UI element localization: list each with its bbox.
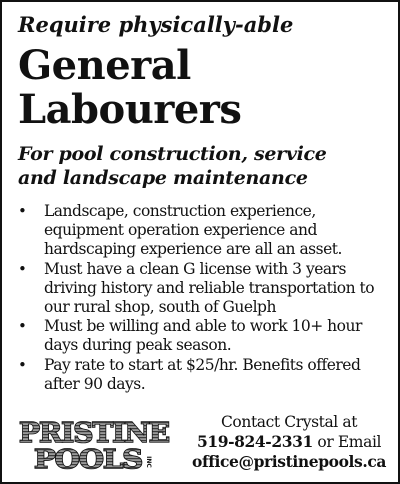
bullet-icon: •: [18, 259, 27, 278]
bullet-icon: •: [18, 202, 27, 220]
kicker-text: Require physically-able: [18, 12, 294, 37]
contact-line: Contact Crystal at: [220, 413, 358, 431]
headline: [18, 44, 386, 132]
requirement-item: [16, 260, 386, 318]
bullet-icon: •: [18, 355, 27, 374]
requirement-item: [16, 317, 386, 355]
requirements-list: [16, 202, 386, 394]
contact-phone-line: [192, 432, 386, 452]
requirement-text: Landscape, construction experience, equipment operation experience and hardscaping experience are all an asset.: [44, 202, 342, 259]
requirement-text: Must be willing and able to work 10+ hour days during peak season.: [44, 317, 362, 355]
logo-mark-inc: INC: [145, 456, 152, 468]
contact-block: [192, 412, 386, 472]
logo-word-pristine: PRISTINE: [19, 418, 170, 449]
headline-line-2: Labourers: [18, 86, 242, 133]
requirement-item: [16, 356, 386, 394]
email-address: [192, 452, 386, 472]
phone-number: 519-824-2331: [196, 432, 313, 451]
logo-word-pools: POOLS: [34, 445, 143, 472]
requirement-text: Pay rate to start at $25/hr. Benefits offered after 90 days.: [44, 355, 361, 393]
requirement-text: Must have a clean G license with 3 years driving history and reliable transportation to our rural shop, south of Guelph: [44, 259, 375, 317]
email-text: office@pristinepools.ca: [192, 452, 386, 471]
requirement-item: [16, 202, 386, 260]
or-email-text: or Email: [312, 433, 382, 451]
subheadline-line-2: and landscape maintenance: [18, 167, 308, 189]
subheadline: [18, 142, 386, 190]
subheadline-line-1: For pool construction, service: [18, 143, 327, 165]
bullet-icon: •: [18, 317, 27, 336]
pristine-pools-logo: [16, 416, 172, 472]
footer: [16, 412, 386, 472]
headline-line-1: General: [18, 42, 191, 89]
